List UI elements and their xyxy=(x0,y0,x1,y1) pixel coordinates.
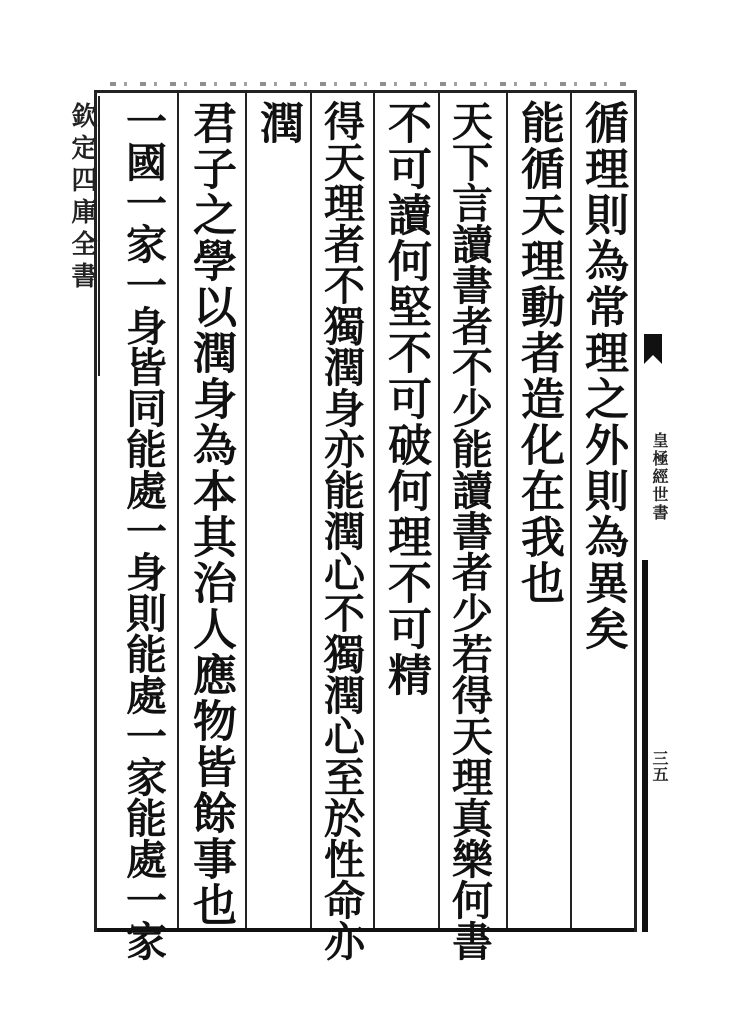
column-divider xyxy=(506,92,508,928)
page-number: 三五 xyxy=(650,750,669,782)
text-column-7: 君子之學以潤身為本其治人應物皆餘事也 xyxy=(185,100,236,928)
column-divider xyxy=(245,92,247,928)
column-divider xyxy=(177,92,179,928)
column-divider xyxy=(310,92,312,928)
book-title: 皇極經世書 xyxy=(650,432,669,522)
text-column-2: 能循天理動者造化在我也 xyxy=(513,100,564,606)
spine-title: 欽定四庫全書 xyxy=(67,102,97,294)
fishtail-mark xyxy=(644,334,662,364)
text-column-1: 循理則為常理之外則為異矣 xyxy=(577,100,628,652)
column-divider xyxy=(438,92,440,928)
text-column-6: 潤 xyxy=(252,100,303,146)
column-divider xyxy=(570,92,572,928)
text-column-4: 不可讀何堅不可破何理不可精 xyxy=(380,100,431,698)
column-divider xyxy=(373,92,375,928)
frame-bottom-border xyxy=(96,928,636,932)
frame-right-shadow xyxy=(642,560,648,932)
text-column-5: 得天理者不獨潤身亦能潤心不獨潤心至於性命亦 xyxy=(317,100,365,961)
frame-right-border xyxy=(634,90,637,932)
text-column-3: 天下言讀書者不少能讀書者少若得天理真樂何書 xyxy=(445,100,493,961)
top-edge-noise xyxy=(110,82,630,86)
text-column-8: 一國一家一身皆同能處一身則能處一家能處一家 xyxy=(119,100,167,961)
